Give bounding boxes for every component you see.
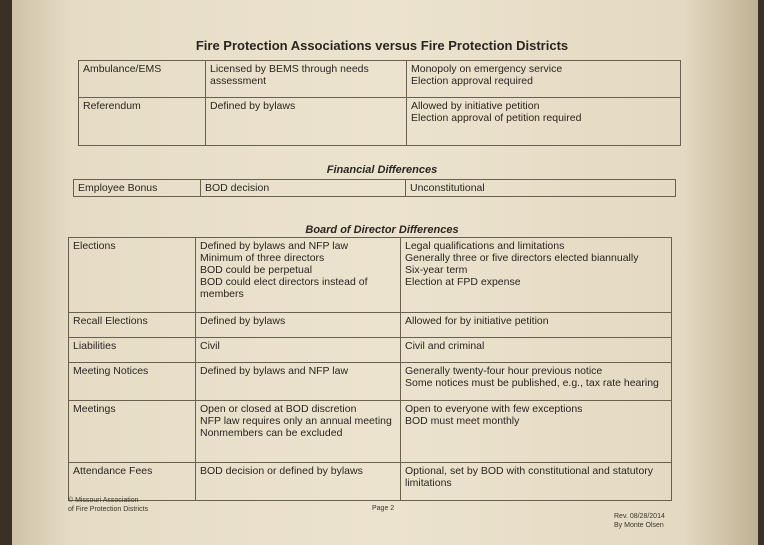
fpa-cell	[201, 180, 406, 197]
fpd-cell	[406, 180, 676, 197]
cell-line: Defined by bylaws and NFP law	[200, 240, 349, 252]
fpd-cell	[401, 363, 672, 401]
fpa-cell	[196, 463, 401, 501]
cell-line: Defined by bylaws	[200, 315, 286, 327]
cell-line: BOD decision	[205, 182, 270, 194]
fpd-cell	[401, 238, 672, 313]
financial-table	[73, 179, 676, 197]
table-row	[69, 313, 672, 338]
cell-line: Unconstitutional	[410, 182, 485, 194]
fpa-cell	[196, 338, 401, 363]
table-row	[69, 401, 672, 463]
revision: Rev. 08/28/2014 By Monte Olsen	[614, 513, 665, 529]
cell-line: Generally twenty-four hour previous notice	[405, 365, 603, 377]
financial-heading: Financial Differences	[326, 164, 438, 176]
fpa-cell	[206, 98, 407, 146]
fpd-cell	[401, 313, 672, 338]
cell-line: Allowed for by initiative petition	[405, 315, 549, 327]
table-row	[69, 338, 672, 363]
cell-line: Monopoly on emergency service	[411, 63, 563, 75]
cell-line: BOD decision or defined by bylaws	[200, 465, 363, 477]
cell-line: Election approval required	[411, 75, 533, 87]
cell-line: Civil and criminal	[405, 340, 485, 352]
row-label: Elections	[69, 238, 196, 313]
cell-line: Nonmembers can be excluded	[200, 427, 343, 439]
cell-line: Six-year term	[405, 264, 468, 276]
copyright: © Missouri Association of Fire Protection Districts	[68, 497, 149, 513]
cell-line: BOD could be perpetual	[200, 264, 313, 276]
fpa-cell	[196, 238, 401, 313]
row-label: Meeting Notices	[69, 363, 196, 401]
fpa-cell	[196, 313, 401, 338]
fpd-cell	[401, 401, 672, 463]
row-label: Attendance Fees	[69, 463, 196, 501]
cell-line: BOD must meet monthly	[405, 415, 520, 427]
row-label: Referendum	[79, 98, 206, 146]
fpa-cell	[196, 401, 401, 463]
cell-line: Minimum of three directors	[200, 252, 325, 264]
row-label: Employee Bonus	[74, 180, 201, 197]
cell-line: Some notices must be published, e.g., tax rate hearing	[405, 377, 659, 389]
cell-line: Open or closed at BOD discretion	[200, 403, 357, 415]
row-label: Liabilities	[69, 338, 196, 363]
fpd-cell	[407, 61, 681, 98]
table-row	[69, 463, 672, 501]
page-number: Page 2	[372, 505, 395, 512]
board-table	[68, 237, 672, 501]
table-row	[74, 180, 676, 197]
fpd-cell	[401, 463, 672, 501]
fpa-cell	[206, 61, 407, 98]
cell-line: Defined by bylaws and NFP law	[200, 365, 349, 377]
cell-line: NFP law requires only an annual meeting	[200, 415, 392, 427]
table-row	[79, 61, 681, 98]
row-label: Recall Elections	[69, 313, 196, 338]
cell-line: Allowed by initiative petition	[411, 100, 540, 112]
cell-line: Defined by bylaws	[210, 100, 296, 112]
fpd-cell	[401, 338, 672, 363]
cell-line: Legal qualifications and limitations	[405, 240, 565, 252]
row-label: Meetings	[69, 401, 196, 463]
comparison-table	[78, 60, 681, 146]
fpa-cell	[196, 363, 401, 401]
cell-line: Licensed by BEMS through needs assessment	[210, 63, 369, 87]
cell-line: BOD could elect directors instead of members	[200, 276, 368, 300]
table-row	[69, 238, 672, 313]
cell-line: Optional, set by BOD with constitutional and statutory limitations	[405, 465, 654, 489]
table-row	[79, 98, 681, 146]
cell-line: Generally three or five directors elected biannually	[405, 252, 639, 264]
fpd-cell	[407, 98, 681, 146]
cell-line: Election at FPD expense	[405, 276, 521, 288]
cell-line: Open to everyone with few exceptions	[405, 403, 583, 415]
cell-line: Civil	[200, 340, 220, 352]
cell-line: Election approval of petition required	[411, 112, 582, 124]
board-heading: Board of Director Differences	[305, 224, 459, 236]
page-title: Fire Protection Associations versus Fire Protection Districts	[195, 38, 569, 53]
table-row	[69, 363, 672, 401]
row-label: Ambulance/EMS	[79, 61, 206, 98]
